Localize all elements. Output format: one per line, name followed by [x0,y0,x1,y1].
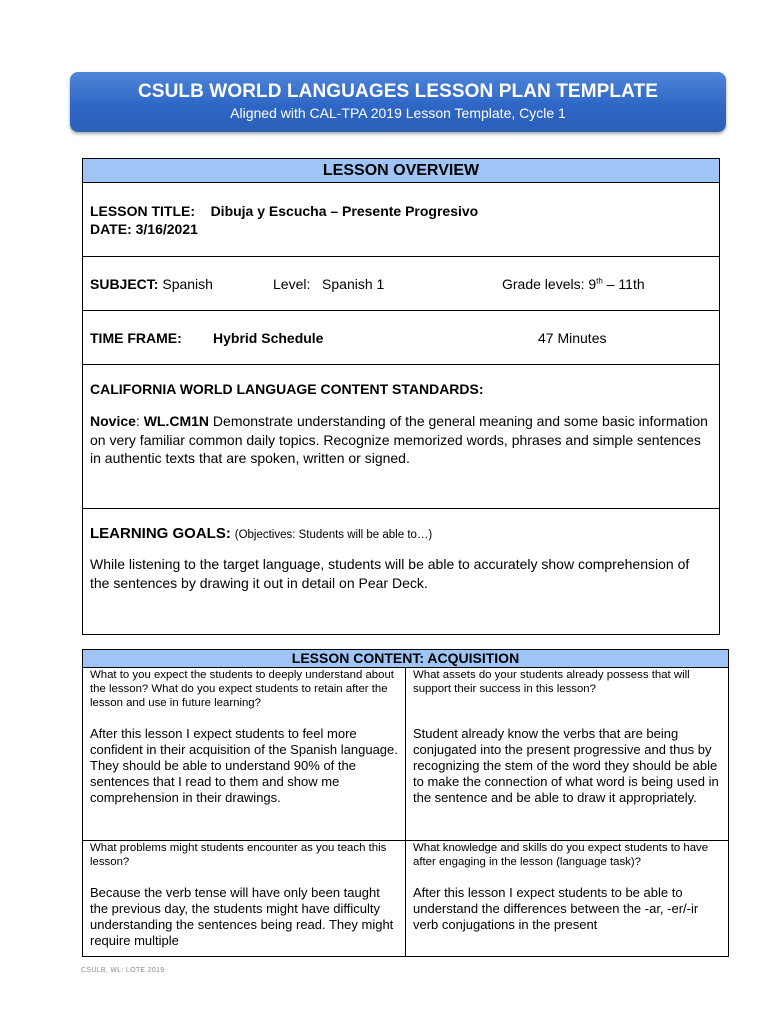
standards-level: Novice [90,413,136,429]
lesson-title-line [90,202,712,220]
grade-start-sup: th [596,275,603,285]
understanding-question: What to you expect the students to deeply understand about the lesson? What do you expect students to retain after the lesson and use in future learning? [90,669,394,709]
acquisition-table [82,649,729,957]
time-frame-value: Hybrid Schedule [213,329,324,346]
grade-label: Grade levels: [502,275,585,292]
standards-cell [83,365,720,509]
level-value: Spanish 1 [322,275,385,292]
grade-start: 9 [588,275,597,292]
problems-answer: Because the verb tense will have only been taught the previous day, the students might have difficulty understanding the sentences being read. They might require multiple [90,885,394,948]
understanding-cell [83,668,406,841]
standards-code: WL.CM1N [143,413,210,429]
learning-goals-cell [83,509,720,635]
date-label: DATE: [90,221,132,237]
level-group [273,276,502,292]
assets-question: What assets do your students already possess that will support their success in this lesson? [413,669,690,695]
knowledge-question: What knowledge and skills do you expect students to have after engaging in the lesson (language task)? [413,842,709,868]
assets-answer: Student already know the verbs that are being conjugated into the present progressive and thus by recognizing the stem of the word they should be able to make the connection of what word is being used in the sentence and be able to draw it appropriately. [413,726,719,805]
document-subtitle: Aligned with CAL-TPA 2019 Lesson Template, Cycle 1 [230,105,566,121]
knowledge-answer: After this lesson I expect students to be able to understand the differences between the -ar, -er/-ir verb conjugations in the present [413,885,699,932]
document-title: CSULB WORLD LANGUAGES LESSON PLAN TEMPLATE [137,81,658,102]
lesson-overview-table [82,158,720,635]
acquisition-heading: LESSON CONTENT: ACQUISITION [83,650,729,668]
standards-paragraph: Novice: WL.CM1N Demonstrate understanding of the general meaning and some basic information on very familiar common daily topics. Recognize memorized words, phrases and simple sentences in authentic texts that are spoken, written or signed. [90,413,708,466]
date-line [90,220,712,238]
time-frame-label: TIME FRAME: [90,329,182,346]
level-label: Level: [273,275,311,292]
problems-question: What problems might students encounter as you teach this lesson? [90,842,387,868]
learning-goals-hint: (Objectives: Students will be able to…) [234,529,433,541]
knowledge-cell [406,841,729,957]
lesson-overview-heading: LESSON OVERVIEW [83,159,720,183]
assets-cell [406,668,729,841]
subject-label: SUBJECT: [90,275,159,292]
learning-goals-text: While listening to the target language, students will be able to accurately show comprehension of the sentences by drawing it out in detail on Pear Deck. [90,556,690,591]
standards-text: Demonstrate understanding of the general meaning and some basic information on very familiar common daily topics. Recognize memorized words, phrases and simple sentences in authentic texts that are spoken, written or signed. [90,413,708,466]
header-banner [70,72,726,132]
lesson-title-cell [83,183,720,257]
time-minutes: 47 Minutes [538,329,607,346]
subject-value: Spanish [162,275,213,292]
problems-cell [83,841,406,957]
grade-end: – 11th [606,275,645,292]
lesson-title-label: LESSON TITLE: [90,203,195,219]
page-footer: CSULB, WL: LOTE 2019 [81,967,165,974]
date-value: 3/16/2021 [135,221,198,237]
grade-group [502,276,645,292]
subject-group [90,276,273,292]
learning-goals-label: LEARNING GOALS: [90,525,231,542]
subject-cell [83,257,720,311]
understanding-answer: After this lesson I expect students to feel more confident in their acquisition of the Spanish language. They should be able to understand 90% of the sentences that I read to them and show me comprehension in their drawings. [90,726,398,805]
standards-heading: CALIFORNIA WORLD LANGUAGE CONTENT STANDARDS: [90,381,484,397]
time-frame-cell [83,311,720,365]
lesson-title-value: Dibuja y Escucha – Presente Progresivo [210,203,479,219]
